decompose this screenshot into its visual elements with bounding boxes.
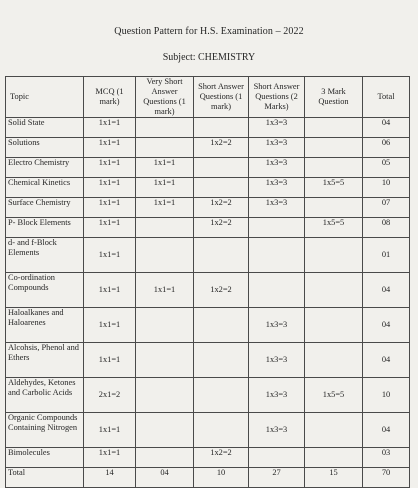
cell-3-mark — [305, 238, 363, 273]
cell-short-answer-2 — [249, 238, 305, 273]
cell-mcq: 1x1=1 — [84, 138, 136, 158]
total-topic: Total — [6, 468, 84, 488]
cell-topic: Bimolecules — [6, 448, 84, 468]
cell-short-answer-2 — [249, 218, 305, 238]
cell-very-short-answer — [136, 138, 194, 158]
cell-very-short-answer: 1x1=1 — [136, 178, 194, 198]
cell-short-answer-2 — [249, 273, 305, 308]
total-row — [6, 468, 410, 488]
cell-very-short-answer — [136, 218, 194, 238]
document-subject: Subject: CHEMISTRY — [162, 52, 256, 63]
cell-short-answer-1: 1x2=2 — [194, 218, 249, 238]
cell-short-answer-2: 1x3=3 — [249, 158, 305, 178]
cell-topic: Surface Chemistry — [6, 198, 84, 218]
table-row — [6, 448, 410, 468]
header-total: Total — [363, 77, 410, 118]
cell-mcq: 1x1=1 — [84, 413, 136, 448]
table-row — [6, 158, 410, 178]
cell-3-mark — [305, 138, 363, 158]
header-3-mark: 3 Mark Question — [305, 77, 363, 118]
cell-3-mark: 1x5=5 — [305, 218, 363, 238]
cell-very-short-answer — [136, 448, 194, 468]
cell-mcq: 1x1=1 — [84, 343, 136, 378]
table-row — [6, 308, 410, 343]
cell-very-short-answer: 1x1=1 — [136, 158, 194, 178]
cell-very-short-answer — [136, 343, 194, 378]
cell-topic: Alcohsis, Phenol and Ethers — [6, 343, 84, 378]
cell-total: 04 — [363, 413, 410, 448]
cell-topic: P- Block Elements — [6, 218, 84, 238]
cell-very-short-answer: 1x1=1 — [136, 198, 194, 218]
table-row — [6, 378, 410, 413]
cell-short-answer-1 — [194, 308, 249, 343]
cell-total: 05 — [363, 158, 410, 178]
cell-mcq: 1x1=1 — [84, 198, 136, 218]
cell-mcq: 1x1=1 — [84, 308, 136, 343]
cell-3-mark — [305, 118, 363, 138]
cell-short-answer-1 — [194, 378, 249, 413]
total-total: 70 — [363, 468, 410, 488]
cell-short-answer-1: 1x2=2 — [194, 448, 249, 468]
cell-short-answer-2: 1x3=3 — [249, 138, 305, 158]
cell-mcq: 1x1=1 — [84, 118, 136, 138]
cell-3-mark — [305, 158, 363, 178]
document-title: Question Pattern for H.S. Examination – 2022 — [114, 26, 304, 37]
cell-mcq: 2x1=2 — [84, 378, 136, 413]
cell-short-answer-2: 1x3=3 — [249, 343, 305, 378]
cell-very-short-answer: 1x1=1 — [136, 273, 194, 308]
cell-total: 10 — [363, 178, 410, 198]
cell-topic: d- and f-Block Elements — [6, 238, 84, 273]
cell-3-mark — [305, 198, 363, 218]
cell-3-mark — [305, 343, 363, 378]
cell-topic: Solid State — [6, 118, 84, 138]
cell-short-answer-1 — [194, 238, 249, 273]
cell-short-answer-2: 1x3=3 — [249, 308, 305, 343]
cell-total: 07 — [363, 198, 410, 218]
cell-very-short-answer — [136, 238, 194, 273]
table-row — [6, 218, 410, 238]
cell-mcq: 1x1=1 — [84, 238, 136, 273]
cell-3-mark: 1x5=5 — [305, 378, 363, 413]
cell-short-answer-2 — [249, 448, 305, 468]
cell-mcq: 1x1=1 — [84, 218, 136, 238]
cell-very-short-answer — [136, 413, 194, 448]
cell-total: 03 — [363, 448, 410, 468]
table-row — [6, 238, 410, 273]
cell-short-answer-2: 1x3=3 — [249, 198, 305, 218]
cell-short-answer-2: 1x3=3 — [249, 413, 305, 448]
cell-topic: Chemical Kinetics — [6, 178, 84, 198]
cell-topic: Haloalkanes and Haloarenes — [6, 308, 84, 343]
cell-very-short-answer — [136, 308, 194, 343]
total-very-short-answer: 04 — [136, 468, 194, 488]
cell-3-mark — [305, 413, 363, 448]
cell-total: 01 — [363, 238, 410, 273]
cell-mcq: 1x1=1 — [84, 158, 136, 178]
table-row — [6, 413, 410, 448]
cell-3-mark — [305, 448, 363, 468]
cell-short-answer-2: 1x3=3 — [249, 118, 305, 138]
cell-short-answer-1: 1x2=2 — [194, 273, 249, 308]
table-body — [6, 118, 410, 488]
cell-total: 10 — [363, 378, 410, 413]
cell-short-answer-1 — [194, 178, 249, 198]
header-very-short-answer: Very Short Answer Questions (1 mark) — [136, 77, 194, 118]
table-row — [6, 198, 410, 218]
total-mcq: 14 — [84, 468, 136, 488]
cell-total: 04 — [363, 118, 410, 138]
cell-3-mark: 1x5=5 — [305, 178, 363, 198]
cell-mcq: 1x1=1 — [84, 178, 136, 198]
cell-topic: Organic Compounds Containing Nitrogen — [6, 413, 84, 448]
cell-short-answer-1: 1x2=2 — [194, 198, 249, 218]
cell-short-answer-2: 1x3=3 — [249, 378, 305, 413]
cell-topic: Electro Chemistry — [6, 158, 84, 178]
cell-short-answer-1 — [194, 158, 249, 178]
table-row — [6, 343, 410, 378]
cell-total: 06 — [363, 138, 410, 158]
cell-total: 04 — [363, 343, 410, 378]
cell-topic: Aldehydes, Ketones and Carbolic Acids — [6, 378, 84, 413]
total-3-mark: 15 — [305, 468, 363, 488]
cell-mcq: 1x1=1 — [84, 448, 136, 468]
header-row — [6, 77, 410, 118]
table-row — [6, 273, 410, 308]
total-short-answer-2: 27 — [249, 468, 305, 488]
cell-total: 04 — [363, 273, 410, 308]
cell-short-answer-1 — [194, 413, 249, 448]
total-short-answer-1: 10 — [194, 468, 249, 488]
cell-mcq: 1x1=1 — [84, 273, 136, 308]
cell-topic: Co-ordination Compounds — [6, 273, 84, 308]
cell-3-mark — [305, 273, 363, 308]
cell-short-answer-1 — [194, 343, 249, 378]
table-row — [6, 118, 410, 138]
cell-total: 08 — [363, 218, 410, 238]
cell-3-mark — [305, 308, 363, 343]
cell-short-answer-2: 1x3=3 — [249, 178, 305, 198]
header-short-answer-1: Short Answer Questions (1 mark) — [194, 77, 249, 118]
cell-short-answer-1 — [194, 118, 249, 138]
header-short-answer-2: Short Answer Questions (2 Marks) — [249, 77, 305, 118]
table-row — [6, 138, 410, 158]
cell-very-short-answer — [136, 118, 194, 138]
cell-topic: Solutions — [6, 138, 84, 158]
table-row — [6, 178, 410, 198]
cell-total: 04 — [363, 308, 410, 343]
header-mcq: MCQ (1 mark) — [84, 77, 136, 118]
cell-very-short-answer — [136, 378, 194, 413]
header-topic: Topic — [6, 77, 84, 118]
cell-short-answer-1: 1x2=2 — [194, 138, 249, 158]
question-pattern-table — [5, 76, 410, 488]
